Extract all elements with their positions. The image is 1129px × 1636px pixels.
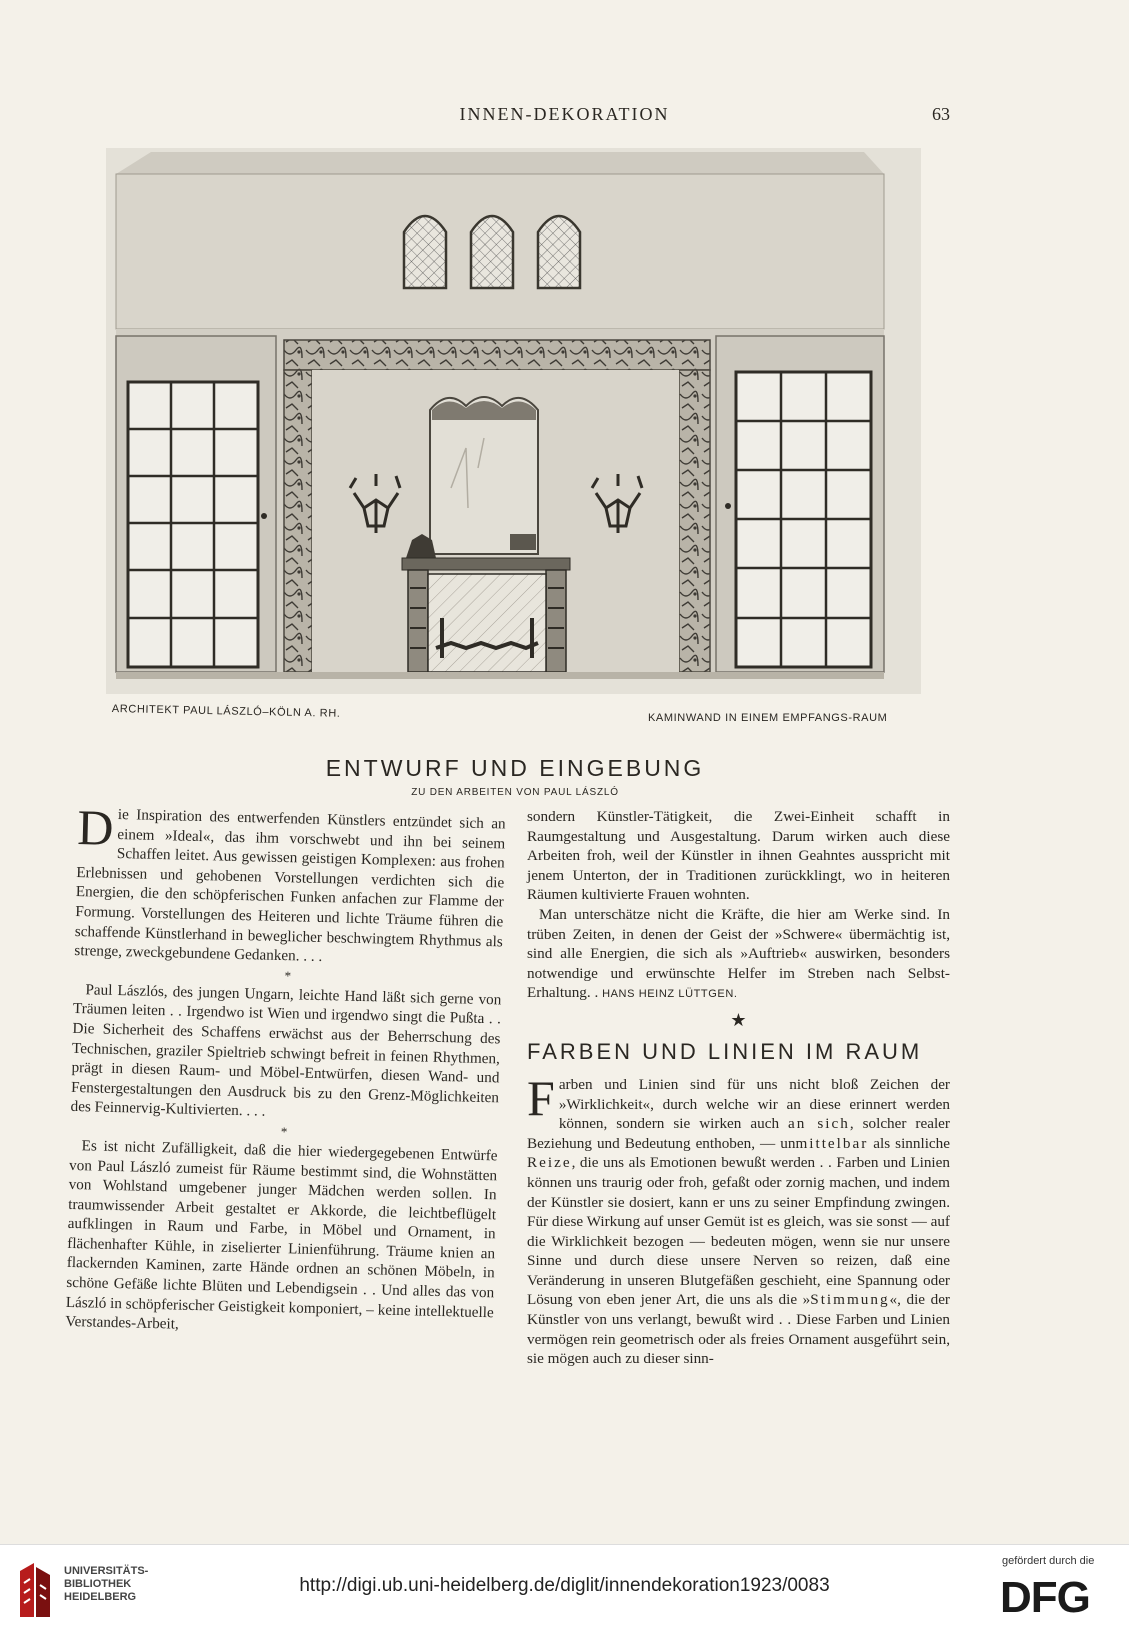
paragraph-dreams: Es ist nicht Zufälligkeit, daß die hier wiedergegebenen Entwürfe von Paul László zumeist für Räume bestimmt sind, die Wohnstätten von Wohlstand umgebener junger Mädchen werden sollen. In traumwissender Arbeit gestaltet er Akkorde, die leichtbeflügelt aufklingen in Raum und Farbe, in Möbel und Ornament, in flächenhafter Kühle, in ziselierter Linienführung. Träume knien an flackernden Kaminen, zarte Hände ordnen an schönen Möbeln, in schöne Gefäße lichte Blüten und Lebendigsein . . Und alles das von László in schöpferischer Geistigkeit komponiert, – keine intellektuelle Verstandes-Arbeit, — [65, 1137, 498, 1333]
caption-subject: KAMINWAND IN EINEM EMPFANGS-RAUM — [648, 712, 888, 724]
right-text-column — [527, 807, 950, 1369]
author-signature: HANS HEINZ LÜTTGEN. — [602, 988, 738, 1001]
article-subtitle: ZU DEN ARBEITEN VON PAUL LÁSZLÓ — [411, 787, 619, 798]
paragraph-forces: Man unterschätze nicht die Kräfte, die hier am Werke sind. In trüben Zeiten, in denen der Geist der »Schwere« übermächtig ist, sind alle Energien, die sich als »Auftrieb« auswirken, besonders notwendige und erwünschte Helfer im Streben nach Selbst-Erhaltung. . HANS HEINZ LÜTTGEN. — [527, 905, 950, 1002]
digitization-footer — [0, 1544, 1129, 1636]
glazed-door-right — [716, 336, 884, 672]
left-text-column — [65, 799, 506, 1342]
running-title: INNEN-DEKORATION — [459, 104, 670, 124]
section-star: * — [280, 1123, 288, 1140]
dfg-logo: DFG — [1000, 1573, 1090, 1622]
arched-mirror — [430, 397, 538, 554]
section-title: FARBEN UND LINIEN IM RAUM — [527, 1038, 923, 1064]
paragraph-laszlo: Paul Lászlós, des jungen Ungarn, leichte Hand läßt sich gerne von Träumen leiten . . Irgendwo ist Wien und irgendwo singt die Pußta . . Die Sicherheit des Schaffens erwächst aus der Beherrschung des Technischen, graziler Spieltrieb schwingt befreit in feinen Rhythmen, prägt in diesen Raum- und Möbel-Entwürfen, diesen Wand- und Fenstergestaltungen den Ausdruck bis zu den Grenz-Möglichkeiten des Feinnervig-Kultivierten. . . . — [70, 980, 502, 1120]
drop-cap: D — [76, 799, 115, 856]
lattice-window-center — [471, 216, 513, 288]
lattice-window-right — [538, 216, 580, 288]
fireplace-wall-illustration — [106, 148, 921, 694]
lattice-window-left — [404, 216, 446, 288]
paragraph-colors-lines: Farben und Linien sind für uns nicht bloß Zeichen der »Wirklichkeit«, durch welche wir an diese erinnert werden können, sondern sie wirken auch an sich, solcher realer Beziehung und Bedeutung enthoben, — unmittelbar als sinnliche Reize, die uns als Emotionen bewußt werden . . Farben und Linien können uns traurig oder froh, gefaßt oder zornig machen, und indem der Künstler sie dosiert, kann er uns zu seiner Empfindung zwingen. Für diese Wirkung auf unser Gemüt ist es gleich, was sie sonst — auf die Wirklichkeit bezogen — bedeuten mögen, wenn sie nur unsere Sinne und durch diese unsere Nerven so reizen, daß eine Veränderung in unseren Blutgefäßen geschieht, eine Spannung oder Lösung von eben jener Art, die uns als die »Stimmung«, die der Künstler von uns verlangt, bewußt wird . . Diese Farben und Linien vermögen rein geometrisch oder als freies Ornament ausgeführt sein, sie mögen auch zu dieser sinn- — [527, 1069, 951, 1368]
paragraph-intro: Die Inspiration des entwerfenden Künstlers entzündet sich an einem »Ideal«, das ihm vorschwebt und ihn bei seinem Schaffen leitet. Aus gewissen geistigen Komplexen: aus frohen Erlebnissen und gehobenen Vorstellungen verdichten sich die Energien, die den schöpferischen Funken anfachen zur Flamme der Formung. Vorstellungen des Heiteren und lichte Träume führen die schaffende Künstlerhand in beweglicher beschwingtem Rhythmus als strenge, zweckgebundene Gedanken. . . . — [74, 799, 506, 966]
sponsor-label: gefördert durch die — [1002, 1555, 1095, 1567]
caption-architect: ARCHITEKT PAUL LÁSZLÓ–KÖLN A. RH. — [111, 703, 341, 720]
section-star: ★ — [730, 1009, 747, 1030]
paragraph-continuation: sondern Künstler-Tätigkeit, die Zwei-Einheit schafft in Raumgestaltung und Ausgestaltung. Darum wirken auch diese Arbeiten froh, weil der Künstler in ihnen Geahntes ausspricht mit jenem Unterton, der in Traditionen zurückklingt, wo in heiteren Räumen kultivierte Frauen wohnten. — [527, 808, 950, 904]
section-star: * — [284, 967, 292, 984]
glazed-door-left — [116, 336, 276, 672]
drop-cap: F — [527, 1069, 555, 1126]
library-name: UNIVERSITÄTS- BIBLIOTHEK HEIDELBERG — [64, 1565, 149, 1603]
page-number: 63 — [932, 104, 950, 124]
permalink-url[interactable]: http://digi.ub.uni-heidelberg.de/diglit/innendekoration1923/0083 — [299, 1575, 830, 1596]
article-title: ENTWURF UND EINGEBUNG — [325, 755, 705, 781]
